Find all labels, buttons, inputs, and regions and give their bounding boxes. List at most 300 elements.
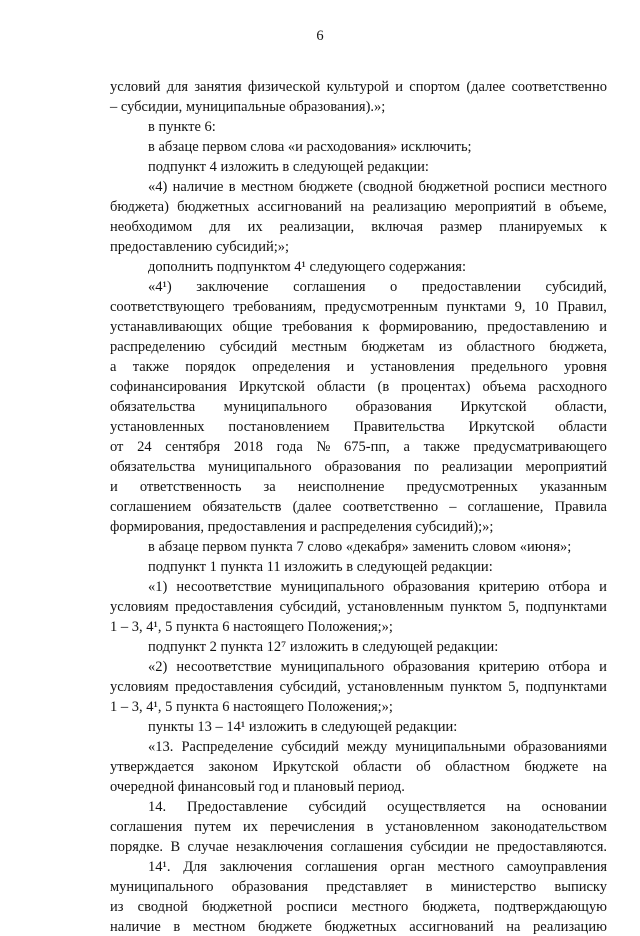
word: 12⁷: [266, 639, 287, 655]
word: года: [276, 439, 303, 455]
word: 24: [137, 439, 152, 455]
word: бюджете: [258, 919, 312, 935]
text-line: [110, 518, 493, 536]
word: законодательством: [490, 819, 607, 835]
text-line: [110, 398, 607, 416]
word: период.: [357, 779, 405, 795]
page-number: 6: [316, 28, 324, 44]
word: законом: [208, 759, 259, 775]
word: муниципального: [223, 399, 328, 415]
word: Правительства: [353, 419, 445, 435]
word: области: [353, 759, 402, 775]
word: образованиями: [513, 739, 607, 755]
word: изложить: [248, 719, 308, 735]
word: пунктом: [449, 599, 502, 615]
word: субсидий: [308, 799, 367, 815]
word: порядке.: [110, 839, 164, 855]
word: предусматривающего: [473, 439, 607, 455]
word: следующей: [292, 159, 364, 175]
word: мероприятий: [525, 459, 607, 475]
word: абзаце: [158, 539, 199, 555]
word: о: [390, 279, 398, 295]
word: росписи: [493, 179, 545, 195]
text-line: [110, 478, 607, 496]
text-line: [148, 118, 216, 136]
text-line: [148, 718, 457, 736]
word: 6: [222, 619, 230, 635]
word: муниципальные: [185, 99, 286, 115]
word: несоответствие: [176, 579, 272, 595]
word: установленным: [347, 679, 444, 695]
word: случае: [187, 839, 229, 855]
word: на: [506, 919, 521, 935]
text-line: [110, 418, 607, 436]
word: орган: [390, 859, 425, 875]
word: Положения;»;: [307, 619, 393, 635]
word: к: [599, 219, 607, 235]
text-line: [110, 818, 607, 836]
word: субсидии,: [120, 99, 183, 115]
word: реализацию: [372, 199, 447, 215]
word: субсидий);»;: [415, 519, 494, 535]
word: условий: [110, 79, 161, 95]
text-line: [110, 198, 607, 216]
word: уровня: [563, 359, 607, 375]
word: следующей: [356, 559, 428, 575]
word: требованиям,: [233, 299, 316, 315]
word: местного: [351, 899, 409, 915]
word: реализации,: [279, 219, 355, 235]
word: незаключения: [236, 839, 324, 855]
word: субсидий,: [279, 679, 341, 695]
word: в: [148, 139, 155, 155]
word: образования: [355, 399, 432, 415]
word: в: [310, 719, 318, 735]
word: 4¹,: [146, 619, 162, 635]
word: расходного: [538, 379, 607, 395]
word: бюджета,: [549, 339, 607, 355]
word: культурой: [326, 79, 390, 95]
word: на: [506, 799, 521, 815]
word: плановый: [293, 779, 355, 795]
word: редакции:: [367, 159, 429, 175]
word: 9,: [514, 299, 526, 315]
word: сентября: [165, 439, 221, 455]
word: бюджетной: [418, 179, 489, 195]
text-line: [110, 338, 607, 356]
text-line: [148, 258, 466, 276]
word: для: [166, 79, 189, 95]
word: областном: [445, 759, 510, 775]
word: и: [599, 579, 607, 595]
word: соответственно: [511, 79, 607, 95]
word: Положения;»;: [307, 699, 393, 715]
word: редакции:: [395, 719, 458, 735]
word: размер: [440, 219, 483, 235]
text-line: [148, 858, 607, 876]
text-line: [110, 378, 607, 396]
word: бюджетной: [202, 899, 273, 915]
word: общие: [232, 319, 273, 335]
word: местном: [192, 919, 246, 935]
word: мероприятий: [454, 199, 537, 215]
word: и: [309, 519, 318, 535]
word: министерство: [450, 879, 537, 895]
word: бюджете: [524, 759, 579, 775]
word: №: [316, 439, 331, 455]
word: очередной: [110, 779, 175, 795]
text-line: [148, 798, 607, 816]
word: а: [110, 359, 117, 375]
word: подпунктом: [216, 259, 291, 275]
word: 1: [110, 699, 118, 715]
word: пункте: [158, 119, 201, 135]
word: сводной: [137, 899, 188, 915]
word: 11: [266, 559, 281, 575]
word: –: [110, 99, 118, 115]
word: подпункт: [148, 639, 206, 655]
text-line: [110, 78, 607, 96]
word: реализации: [441, 459, 513, 475]
word: условиям: [110, 599, 169, 615]
word: по: [413, 459, 429, 475]
word: соглашения: [305, 859, 378, 875]
word: образования: [393, 579, 470, 595]
word: обязательства: [110, 399, 196, 415]
word: изложить: [220, 159, 279, 175]
word: подпункт: [148, 559, 206, 575]
word: образования: [231, 879, 309, 895]
word: следующего: [309, 259, 386, 275]
word: редакции:: [431, 559, 493, 575]
word: бюджета): [110, 199, 169, 215]
word: несоответствие: [176, 659, 272, 675]
word: Распределение: [181, 739, 274, 755]
word: исключить;: [400, 139, 472, 155]
word: 4¹: [294, 259, 306, 275]
word: 2018: [233, 439, 263, 455]
word: обязательств: [202, 499, 282, 515]
word: обязательства: [110, 459, 196, 475]
text-line: [148, 738, 607, 756]
word: формирования,: [110, 519, 205, 535]
word: из: [438, 339, 453, 355]
word: в: [173, 919, 181, 935]
word: 3,: [131, 619, 143, 635]
text-line: [110, 498, 607, 516]
word: редакции:: [436, 639, 499, 655]
text-line: [110, 598, 607, 616]
word: и: [346, 359, 355, 375]
word: софинансирования: [110, 379, 227, 395]
word: абзаце: [158, 139, 199, 155]
word: планируемых: [499, 219, 583, 235]
word: местным: [291, 339, 347, 355]
word: настоящего: [233, 619, 304, 635]
text-line: [110, 618, 393, 636]
word: муниципального: [280, 659, 385, 675]
word: субсидий: [219, 339, 278, 355]
word: подпункт: [148, 159, 206, 175]
word: субсидий;»;: [215, 239, 290, 255]
word: между: [347, 739, 388, 755]
word: объема: [482, 379, 527, 395]
text-line: [148, 658, 607, 676]
word: (далее: [466, 79, 506, 95]
word: указанным: [539, 479, 607, 495]
word: реализацию: [532, 919, 607, 935]
word: образования: [324, 459, 401, 475]
text-line: [110, 878, 607, 896]
word: критерию: [478, 659, 540, 675]
word: «1): [148, 579, 168, 595]
word: и: [395, 79, 404, 95]
word: изложить: [284, 559, 343, 575]
word: 13: [197, 719, 212, 735]
word: 1: [110, 619, 118, 635]
word: в: [366, 819, 374, 835]
word: В: [170, 839, 181, 855]
word: расходования»: [306, 139, 398, 155]
word: 6: [222, 699, 230, 715]
word: настоящего: [233, 699, 304, 715]
word: от: [110, 439, 124, 455]
word: соответствующего: [110, 299, 225, 315]
word: соглашение,: [467, 499, 544, 515]
word: бюджетных: [324, 919, 397, 935]
word: установленном: [385, 819, 480, 835]
text-line: [148, 558, 493, 576]
word: муниципального: [280, 579, 385, 595]
word: в: [282, 159, 290, 175]
word: области,: [554, 399, 607, 415]
word: Иркутской: [468, 419, 535, 435]
word: и: [282, 779, 290, 795]
word: предоставлении: [421, 279, 522, 295]
word: неисполнение: [297, 479, 385, 495]
text-line: [110, 678, 607, 696]
text-line: [148, 158, 429, 176]
word: субсидий,: [279, 599, 341, 615]
word: постановлением: [228, 419, 330, 435]
word: муниципальными: [395, 739, 506, 755]
word: в: [148, 539, 155, 555]
word: словом: [472, 539, 517, 555]
word: предусмотренным: [324, 299, 438, 315]
word: 2: [209, 639, 217, 655]
text-line: [110, 98, 385, 116]
word: 5,: [508, 599, 520, 615]
word: утверждается: [110, 759, 194, 775]
word: местного: [550, 179, 607, 195]
word: ассигнований: [257, 199, 342, 215]
word: в: [544, 199, 552, 215]
word: слова: [250, 139, 285, 155]
word: предоставляются.: [496, 839, 607, 855]
word: из: [110, 899, 124, 915]
text-line: [110, 238, 289, 256]
word: подтверждающую: [494, 899, 607, 915]
word: –: [120, 619, 129, 635]
word: занятия: [194, 79, 242, 95]
word: отбора: [548, 659, 591, 675]
text-line: [110, 758, 607, 776]
text-line: [148, 538, 571, 556]
word: об: [416, 759, 431, 775]
word: первом: [202, 539, 247, 555]
word: процентах): [401, 379, 471, 395]
word: а: [403, 439, 410, 455]
word: первом: [202, 139, 247, 155]
word: необходимом: [110, 219, 193, 235]
word: соответственно: [342, 499, 439, 515]
text-line: [110, 778, 405, 796]
word: Для: [183, 859, 207, 875]
word: следующей: [362, 639, 434, 655]
word: предоставлению: [110, 239, 213, 255]
word: 14¹.: [148, 859, 171, 875]
word: 4¹,: [146, 699, 162, 715]
word: год: [258, 779, 279, 795]
word: –: [120, 699, 129, 715]
word: осуществляется: [387, 799, 486, 815]
word: «13.: [148, 739, 174, 755]
word: требования: [282, 319, 353, 335]
word: финансовый: [177, 779, 256, 795]
word: 5: [165, 699, 173, 715]
word: изложить: [289, 639, 349, 655]
word: также: [423, 439, 460, 455]
word: «декабря»: [345, 539, 409, 555]
word: представляет: [326, 879, 408, 895]
word: следующей: [321, 719, 393, 735]
word: пунктом: [449, 679, 502, 695]
word: пункта: [250, 539, 293, 555]
word: наличие: [172, 179, 224, 195]
word: Предоставление: [186, 799, 288, 815]
text-line: [110, 918, 607, 936]
word: наличие: [110, 919, 161, 935]
text-line: [148, 578, 607, 596]
word: образования).»;: [289, 99, 386, 115]
word: 3,: [131, 699, 143, 715]
word: критерию: [478, 579, 540, 595]
word: 1: [209, 559, 217, 575]
word: за: [263, 479, 276, 495]
word: 4: [209, 159, 217, 175]
word: физической: [247, 79, 321, 95]
word: пункта: [175, 699, 219, 715]
word: –: [449, 499, 457, 515]
text-line: [110, 358, 607, 376]
word: соглашения: [110, 819, 183, 835]
word: их: [247, 219, 263, 235]
word: на: [592, 759, 607, 775]
word: их: [243, 819, 259, 835]
word: области: [558, 419, 607, 435]
word: 6:: [204, 119, 216, 135]
word: пункта: [175, 619, 219, 635]
word: Иркутской: [272, 759, 339, 775]
word: соглашения: [293, 279, 366, 295]
text-line: [110, 898, 607, 916]
word: Иркутской: [460, 399, 527, 415]
word: 14.: [148, 799, 167, 815]
word: выписку: [554, 879, 607, 895]
word: соглашения: [330, 839, 403, 855]
word: Правил,: [557, 299, 607, 315]
word: самоуправления: [506, 859, 607, 875]
word: пункта: [220, 559, 264, 575]
word: муниципального: [110, 879, 214, 895]
word: предоставления: [174, 679, 274, 695]
word: в: [351, 639, 359, 655]
word: установления: [370, 359, 455, 375]
word: не: [475, 839, 490, 855]
word: определения: [252, 359, 331, 375]
word: пункта: [220, 639, 264, 655]
word: соглашением: [110, 499, 192, 515]
word: предусмотренных: [406, 479, 518, 495]
text-line: [110, 698, 393, 716]
word: и: [599, 319, 607, 335]
word: на: [350, 199, 365, 215]
word: росписи: [286, 899, 338, 915]
word: (в: [377, 379, 390, 395]
word: областного: [466, 339, 535, 355]
text-line: [110, 298, 607, 316]
text-line: [110, 438, 607, 456]
word: установленным: [347, 599, 444, 615]
word: 5,: [508, 679, 520, 695]
word: отбора: [548, 579, 591, 595]
word: путем: [194, 819, 232, 835]
word: слово: [307, 539, 343, 555]
text-line: [110, 318, 607, 336]
word: муниципального: [208, 459, 312, 475]
word: к: [362, 319, 370, 335]
word: 7: [296, 539, 304, 555]
word: субсидии: [410, 839, 468, 855]
word: местного: [437, 859, 495, 875]
word: заменить: [412, 539, 469, 555]
word: бюджетных: [177, 199, 250, 215]
word: «4¹): [148, 279, 172, 295]
word: предоставлению: [487, 319, 590, 335]
word: подпунктами: [525, 679, 607, 695]
word: также: [132, 359, 169, 375]
word: объеме,: [559, 199, 607, 215]
word: установленных: [110, 419, 205, 435]
text-line: [148, 178, 607, 196]
word: Правила: [554, 499, 607, 515]
word: «и: [287, 139, 303, 155]
word: предоставления: [174, 599, 274, 615]
text-line: [148, 138, 472, 156]
word: формированию,: [379, 319, 478, 335]
word: предельного: [470, 359, 548, 375]
word: области: [316, 379, 366, 395]
word: содержания:: [388, 259, 466, 275]
word: бюджета,: [422, 899, 481, 915]
word: образования: [393, 659, 470, 675]
word: заключения: [219, 859, 293, 875]
word: ответственность: [139, 479, 242, 495]
word: в: [346, 559, 354, 575]
text-line: [148, 638, 498, 656]
word: 14¹: [226, 719, 246, 735]
word: заключение: [196, 279, 269, 295]
